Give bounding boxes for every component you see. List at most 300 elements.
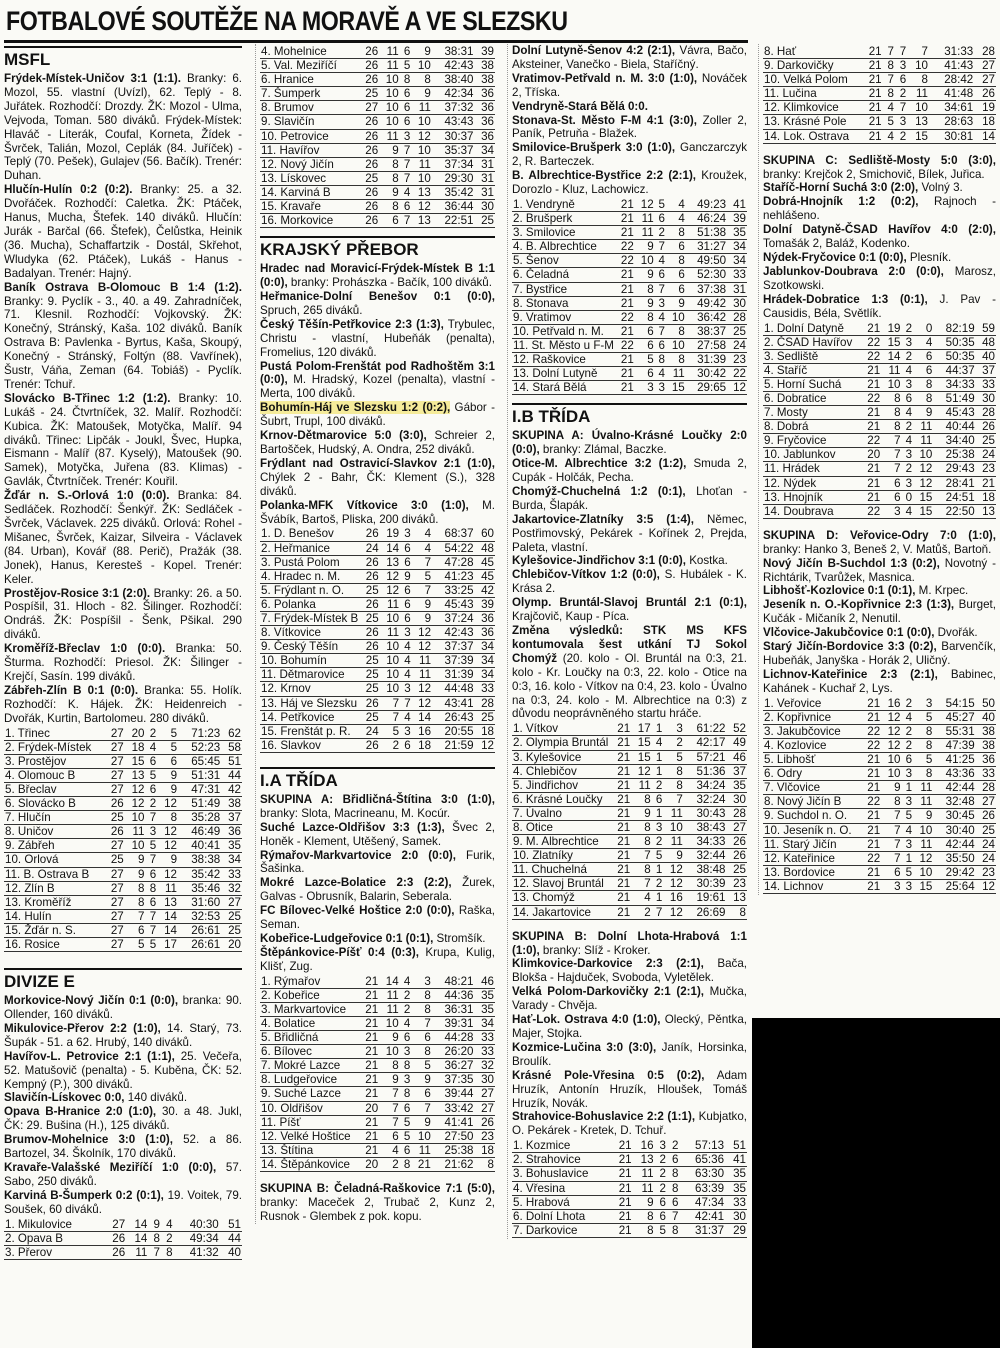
team-cell: 12. Nýdek — [763, 476, 861, 490]
stat-cell: 21 — [861, 837, 881, 851]
stat-cell: 19 — [881, 322, 901, 336]
stat-cell: 3 — [400, 626, 412, 640]
match-report — [512, 1013, 747, 1041]
match-details: Smuda 2, Cupák - Holčák, Pecha. — [512, 457, 747, 484]
team-cell: 13. Bordovice — [763, 865, 861, 879]
stat-cell: 8 — [631, 820, 652, 834]
table-row — [260, 185, 495, 199]
stat-cell: 15 — [913, 490, 933, 504]
stat-cell: 6 — [145, 754, 157, 768]
stat-cell: 34 — [475, 654, 495, 668]
stat-cell: 35:28 — [178, 811, 221, 825]
stat-cell: 11 — [633, 1181, 655, 1195]
stat-cell: 21 — [611, 722, 632, 736]
table-row — [512, 905, 747, 919]
match-result: Chomýž-Chuchelná 1:2 (0:1), — [512, 484, 686, 498]
stat-cell: 11 — [663, 806, 684, 820]
stat-cell: 21 — [861, 73, 883, 87]
stat-cell: 4 — [161, 1218, 174, 1232]
team-cell: 16. Slavkov — [260, 738, 359, 752]
stat-cell: 22 — [615, 338, 635, 352]
table-row — [763, 420, 996, 434]
match-details: 14. Starý, 73. Šupák - 51. a 62. Hrubý, 140 diváků. — [4, 1021, 242, 1049]
table-row — [512, 1195, 747, 1209]
match-report — [763, 640, 996, 668]
stat-cell: 7 — [895, 45, 907, 59]
match-report — [763, 598, 996, 626]
table-row — [512, 324, 747, 338]
stat-cell: 8 — [379, 171, 400, 185]
stat-cell: 3 — [902, 377, 914, 391]
stat-cell: 63:30 — [679, 1167, 725, 1181]
team-cell: 12. Zlín B — [4, 881, 104, 895]
stat-cell: 7 — [400, 696, 412, 710]
stat-cell: 25 — [359, 612, 379, 626]
stat-cell: 7 — [411, 1017, 432, 1031]
stat-cell: 11 — [635, 212, 655, 226]
stat-cell: 6 — [379, 1129, 400, 1143]
stat-cell: 6 — [635, 338, 655, 352]
stat-cell: 31 — [474, 171, 495, 185]
stat-cell: 7 — [631, 877, 652, 891]
match-details: branky: Krejčok 2, Smichovič, Bílek, Juřica. — [763, 167, 985, 181]
team-cell: 5. Jindřichov — [512, 778, 611, 792]
stat-cell: 49 — [726, 736, 747, 750]
table-row — [512, 381, 747, 395]
stat-cell: 36 — [474, 129, 495, 143]
team-cell: 11. Lučina — [763, 87, 861, 101]
stat-cell: 18 — [474, 1143, 495, 1157]
stat-cell: 26 — [359, 626, 379, 640]
match-result: Kobeřice-Ludgeřovice 0:1 (0:1), — [260, 932, 434, 945]
stat-cell: 21 — [861, 377, 881, 391]
stat-cell: 5 — [635, 353, 655, 367]
match-result: Vlčovice-Jakubčovice 0:1 (0:0), — [763, 626, 935, 640]
stat-cell: 20 — [221, 938, 242, 952]
stat-cell: 31 — [727, 282, 747, 296]
stat-cell: 30:39 — [684, 877, 727, 891]
stat-cell: 21 — [861, 115, 883, 129]
stat-cell: 21 — [615, 296, 635, 310]
match-result: Strahovice-Bohuslavice 2:2 (1:1), — [512, 1110, 696, 1124]
match-details: Branky: 10. Lukáš - 24. Čtvrtníček, 32. Malíř. Rozhodčí: Kubica. ŽK: Matoušek, Motyčka, Malíř. 94 diváků. Třinec: Lipčák - Joukl, Švec, Hupka, Eismann - Malíř (87. Kyselý), Matoušek (90. Samek), Motyčka, Juřena (83. Klimas) - Gavlák, Čtvrtníček. Trenér: Kouřil. — [4, 391, 242, 489]
stat-cell: 5 — [145, 768, 157, 782]
section-heading-msfl: MSFL — [4, 46, 242, 70]
stat-cell: 4 — [902, 710, 914, 724]
stat-cell: 21 — [861, 865, 881, 879]
stat-cell: 6 — [400, 101, 412, 115]
stat-cell: 27 — [104, 1218, 126, 1232]
match-report — [512, 114, 747, 142]
stat-cell: 22 — [615, 310, 635, 324]
stat-cell: 0 — [902, 490, 914, 504]
table-row — [763, 45, 996, 59]
stat-cell: 34 — [727, 240, 747, 254]
match-report — [4, 1022, 242, 1050]
stat-cell: 26 — [359, 555, 379, 569]
table-row — [4, 768, 242, 782]
table-row — [763, 392, 996, 406]
table-row — [260, 214, 495, 228]
table-row — [763, 697, 996, 711]
team-cell: 11. Chuchelná — [512, 863, 611, 877]
match-report — [260, 290, 495, 318]
stat-cell: 39:31 — [432, 1017, 475, 1031]
table-row — [763, 363, 996, 377]
stat-cell: 34 — [474, 143, 495, 157]
stat-cell: 4 — [902, 406, 914, 420]
stat-cell: 10 — [125, 839, 146, 853]
stat-cell: 8 — [666, 226, 686, 240]
stat-cell: 26 — [726, 849, 747, 863]
stat-cell: 24 — [727, 338, 747, 352]
stat-cell: 14 — [126, 1218, 148, 1232]
stat-cell: 17 — [157, 938, 178, 952]
team-cell: 3. Pustá Polom — [260, 555, 359, 569]
stat-cell: 36:27 — [432, 1059, 475, 1073]
stat-cell: 2 — [631, 905, 652, 919]
match-details: Adam Hruzík, Antonín Hruzík, Hloušek, Tomáš Hruzík, Novák. — [512, 1068, 747, 1110]
stat-cell: 38 — [976, 724, 996, 738]
stat-cell: 6 — [667, 1153, 679, 1167]
stat-cell: 9 — [379, 185, 400, 199]
match-details: M. Hradský, Kozel (penalta), vlastní - Merta, 100 diváků. — [260, 373, 495, 401]
stat-cell: 2 — [902, 697, 914, 711]
stat-cell: 8 — [125, 895, 146, 909]
match-result: Suché Lazce-Oldřišov 3:3 (1:3), — [260, 820, 445, 834]
stat-cell: 21 — [611, 750, 632, 764]
stat-cell: 5 — [883, 115, 895, 129]
match-details: 19. Voitek, 79. Soušek, 60 diváků. — [4, 1188, 242, 1216]
match-details: branky: Zlámal, Baczke. — [539, 443, 667, 457]
team-cell: 8. Nový Jičín B — [763, 795, 861, 809]
stat-cell: 7 — [400, 157, 412, 171]
column-1 — [4, 44, 242, 1261]
stat-cell: 45:43 — [933, 406, 975, 420]
stat-cell: 22 — [615, 254, 635, 268]
stat-cell: 51 — [220, 1218, 242, 1232]
stat-cell: 28 — [976, 406, 996, 420]
stat-cell: 9 — [635, 240, 655, 254]
stat-cell: 1 — [652, 806, 664, 820]
stat-cell: 33:25 — [432, 583, 474, 597]
team-cell: 13. Hnojník — [763, 490, 861, 504]
stat-cell: 25:38 — [933, 448, 975, 462]
team-cell: 2. ČSAD Havířov — [763, 335, 861, 349]
table-row — [4, 853, 242, 867]
stat-cell: 32:44 — [684, 849, 727, 863]
match-result: Dolní Lutyně-Šenov 4:2 (2:1), — [512, 44, 676, 57]
stat-cell: 8 — [411, 1002, 432, 1016]
match-report — [512, 930, 747, 958]
match-result: Starý Jičín-Bordovice 3:3 (0:2), — [763, 640, 937, 654]
table-row — [512, 212, 747, 226]
table-row — [512, 764, 747, 778]
match-result: Český Těšín-Petřkovice 2:3 (1:3), — [260, 317, 444, 331]
stat-cell: 21 — [611, 1223, 633, 1237]
team-cell: 3. Smilovice — [512, 226, 615, 240]
stat-cell: 3 — [895, 115, 907, 129]
stat-cell: 10 — [663, 820, 684, 834]
match-details: Furik, Šašinka. — [260, 848, 495, 876]
table-row — [260, 710, 495, 724]
stat-cell: 13 — [125, 768, 146, 782]
stat-cell: 44:36 — [432, 988, 475, 1002]
match-details: Gábor - Šubrt, Trupl, 100 diváků. — [260, 401, 495, 429]
stat-cell: 7 — [881, 434, 901, 448]
ia-standings-table — [260, 975, 495, 1172]
table-row — [512, 806, 747, 820]
stat-cell: 8 — [635, 282, 655, 296]
match-details: 57. Sabo, 250 diváků. — [4, 1160, 242, 1188]
match-report — [260, 932, 495, 946]
table-row — [512, 1139, 747, 1153]
stat-cell: 12 — [881, 724, 901, 738]
team-cell: 8. Otice — [512, 820, 611, 834]
table-row — [260, 73, 495, 87]
team-cell: 13. Štítina — [260, 1143, 359, 1157]
stat-cell: 25 — [221, 909, 242, 923]
stat-cell: 32:53 — [178, 909, 221, 923]
stat-cell: 6 — [145, 782, 157, 796]
stat-cell: 17 — [631, 722, 652, 736]
table-row — [260, 200, 495, 214]
stat-cell: 10 — [411, 59, 432, 73]
match-report — [4, 642, 242, 684]
team-cell: 10. Jablunkov — [763, 448, 861, 462]
stat-cell: 21 — [611, 1167, 633, 1181]
table-row — [512, 863, 747, 877]
stat-cell: 14 — [379, 975, 400, 989]
match-report — [4, 72, 242, 183]
table-row — [4, 909, 242, 923]
stat-cell: 10 — [881, 377, 901, 391]
match-details: Barvenčík, Hubeňák, Janyška - Horák 2, Uličný. — [763, 640, 996, 667]
stat-cell: 10 — [666, 310, 686, 324]
match-result: Polanka-MFK Vítkovice 3:0 (1:0), — [260, 498, 469, 512]
table-row — [763, 809, 996, 823]
team-cell: 10. Petřvald n. M. — [512, 324, 615, 338]
stat-cell: 6 — [902, 392, 914, 406]
stat-cell: 7 — [412, 583, 432, 597]
stat-cell: 18 — [475, 724, 495, 738]
stat-cell: 3 — [145, 825, 157, 839]
stat-cell: 5 — [655, 198, 666, 212]
table-row — [763, 73, 996, 87]
stat-cell: 8 — [666, 324, 686, 338]
stat-cell: 47:31 — [178, 782, 221, 796]
match-result: Změna výsledků: STK MS KFS kontumovala šest utkání TJ Sokol Chomýž — [512, 623, 747, 665]
stat-cell: 51 — [221, 754, 242, 768]
stat-cell: 9 — [411, 1115, 432, 1129]
stat-cell: 5 — [157, 740, 178, 754]
match-report — [260, 904, 495, 932]
match-details: Olecký, Pěntka, Majer, Stojka. — [512, 1013, 747, 1040]
stat-cell: 61:22 — [684, 722, 727, 736]
team-cell: 1. Vítkov — [512, 722, 611, 736]
stat-cell: 10 — [913, 823, 933, 837]
team-cell: 6. Odry — [763, 767, 861, 781]
table-row — [512, 226, 747, 240]
stat-cell: 19:61 — [684, 891, 727, 905]
headline-rule — [4, 40, 748, 43]
stat-cell: 10 — [379, 73, 400, 87]
team-cell: 14. Doubrava — [763, 504, 861, 518]
stat-cell: 3 — [902, 795, 914, 809]
stat-cell: 29:30 — [432, 171, 475, 185]
stat-cell: 6 — [655, 268, 666, 282]
match-result: SKUPINA B: Dolní Lhota-Hrabová 1:1 (1:0), — [512, 929, 747, 957]
table-row — [4, 727, 242, 741]
stat-cell: 10 — [379, 101, 400, 115]
stat-cell: 26 — [104, 797, 125, 811]
stat-cell: 7 — [881, 462, 901, 476]
stat-cell: 3 — [652, 820, 664, 834]
stat-cell: 10 — [881, 767, 901, 781]
stat-cell: 27 — [221, 895, 242, 909]
stat-cell: 25 — [976, 823, 996, 837]
stat-cell: 9 — [148, 1218, 161, 1232]
table-row — [763, 129, 996, 143]
stat-cell: 6 — [400, 583, 412, 597]
table-row — [4, 797, 242, 811]
stat-cell: 34:33 — [684, 835, 727, 849]
match-result: Žďár n. S.-Orlová 1:0 (0:0). — [4, 489, 170, 503]
table-row — [512, 722, 747, 736]
stat-cell: 8 — [881, 406, 901, 420]
match-report — [512, 1110, 747, 1138]
stat-cell: 21 — [861, 406, 881, 420]
stat-cell: 18 — [976, 490, 996, 504]
stat-cell: 27 — [104, 867, 125, 881]
stat-cell: 21 — [861, 101, 883, 115]
stat-cell: 36:44 — [432, 200, 475, 214]
match-report — [512, 141, 747, 169]
match-details: Chýlek 2 - Bahr, ČK: Klement (S.), 328 diváků. — [260, 470, 495, 498]
stat-cell: 21 — [861, 697, 881, 711]
stat-cell: 2 — [379, 1157, 400, 1171]
stat-cell: 30 — [727, 296, 747, 310]
stat-cell: 47:39 — [933, 739, 975, 753]
match-details: Lhoťan - Burda, Šlapák. — [512, 484, 747, 512]
stat-cell: 6 — [411, 1087, 432, 1101]
stat-cell: 11 — [411, 1143, 432, 1157]
black-redaction-box — [752, 1018, 1000, 1348]
stat-cell: 25:38 — [432, 1143, 475, 1157]
stat-cell: 65:36 — [679, 1153, 725, 1167]
table-row — [512, 877, 747, 891]
stat-cell: 31:37 — [679, 1223, 725, 1237]
match-report — [4, 1161, 242, 1189]
stat-cell: 3 — [913, 697, 933, 711]
stat-cell: 12 — [663, 863, 684, 877]
stat-cell: 8 — [635, 310, 655, 324]
table-row — [512, 1181, 747, 1195]
stat-cell: 27 — [104, 782, 125, 796]
stat-cell: 41:32 — [174, 1245, 220, 1259]
stat-cell: 50 — [976, 697, 996, 711]
stat-cell: 7 — [380, 696, 400, 710]
match-report — [4, 587, 242, 643]
stat-cell: 7 — [400, 214, 412, 228]
stat-cell: 27 — [474, 1087, 495, 1101]
match-report — [763, 251, 996, 265]
divize-standings-table-cont — [260, 45, 495, 228]
stat-cell: 10 — [379, 115, 400, 129]
ia-group-a-table — [512, 198, 747, 395]
team-cell: 5. Val. Meziříčí — [260, 59, 359, 73]
stat-cell: 22 — [861, 504, 881, 518]
stat-cell: 9 — [379, 1073, 400, 1087]
stat-cell: 9 — [666, 296, 686, 310]
team-cell: 7. Mokré Lazce — [260, 1059, 359, 1073]
team-cell: 9. Zábřeh — [4, 839, 104, 853]
match-details: Janík, Horsinka, Broulík. — [512, 1040, 747, 1068]
stat-cell: 10 — [411, 143, 432, 157]
match-details: Branky: 9. Pyclík - 3., 40. a 49. Zahradníček, 71. Klesnil. Rozhodčí: Vojkovský. ŽK: Konečný, Stránský, Kaša. 102 diváků. Baník Ostrava B: Pavlenka - Byrtus, Kaša, Skoupý, Konečný - Stránský, Foltýn (88. Vavřínek), Šustr, Váňa, Zeman (64. Tobiáš) - Pyclík. Trenér: Tchuř. — [4, 294, 242, 391]
team-cell: 11. B. Ostrava B — [4, 867, 104, 881]
stat-cell: 25 — [359, 682, 379, 696]
stat-cell: 9 — [411, 45, 432, 59]
match-report — [260, 429, 495, 457]
match-report — [512, 957, 747, 985]
stat-cell: 8 — [631, 792, 652, 806]
table-row — [512, 778, 747, 792]
team-cell: 13. Krásné Pole — [763, 115, 861, 129]
table-row — [512, 268, 747, 282]
match-result: Baník Ostrava B-Olomouc B 1:4 (1:2). — [4, 280, 242, 294]
stat-cell: 3 — [635, 381, 655, 395]
ib-group-c-reports — [763, 154, 996, 321]
stat-cell: 23 — [976, 865, 996, 879]
stat-cell: 26 — [976, 420, 996, 434]
stat-cell: 6 — [895, 73, 907, 87]
stat-cell: 38 — [474, 59, 495, 73]
stat-cell: 21 — [611, 1181, 633, 1195]
stat-cell: 21 — [359, 1129, 380, 1143]
team-cell: 9. Suché Lazce — [260, 1087, 359, 1101]
stat-cell: 6 — [913, 363, 933, 377]
stat-cell: 5 — [913, 710, 933, 724]
stat-cell: 1 — [652, 891, 664, 905]
team-cell: 9. Suchdol n. O. — [763, 809, 861, 823]
match-details: Burget, Kučák - Mičaník 2, Nenutil. — [763, 598, 996, 626]
stat-cell: 25 — [726, 863, 747, 877]
team-cell: 10. Jeseník n. O. — [763, 823, 861, 837]
stat-cell: 5 — [652, 849, 664, 863]
table-row — [260, 682, 495, 696]
stat-cell: 10 — [380, 682, 400, 696]
team-cell: 12. Krnov — [260, 682, 359, 696]
stat-cell: 8 — [411, 988, 432, 1002]
stat-cell: 4 — [655, 367, 666, 381]
stat-cell: 35 — [221, 839, 242, 853]
stat-cell: 24 — [976, 837, 996, 851]
stat-cell: 21 — [359, 1115, 380, 1129]
stat-cell: 30 — [474, 1073, 495, 1087]
stat-cell: 7 — [881, 851, 901, 865]
stat-cell: 2 — [902, 724, 914, 738]
stat-cell: 11 — [125, 825, 146, 839]
stat-cell: 8 — [474, 1157, 495, 1171]
stat-cell: 29:65 — [686, 381, 727, 395]
stat-cell: 26 — [359, 129, 380, 143]
team-cell: 2. Heřmanice — [260, 541, 359, 555]
stat-cell: 5 — [902, 809, 914, 823]
ib-group-d-table — [763, 697, 996, 894]
stat-cell: 6 — [145, 867, 157, 881]
team-cell: 10. Zlatníky — [512, 849, 611, 863]
